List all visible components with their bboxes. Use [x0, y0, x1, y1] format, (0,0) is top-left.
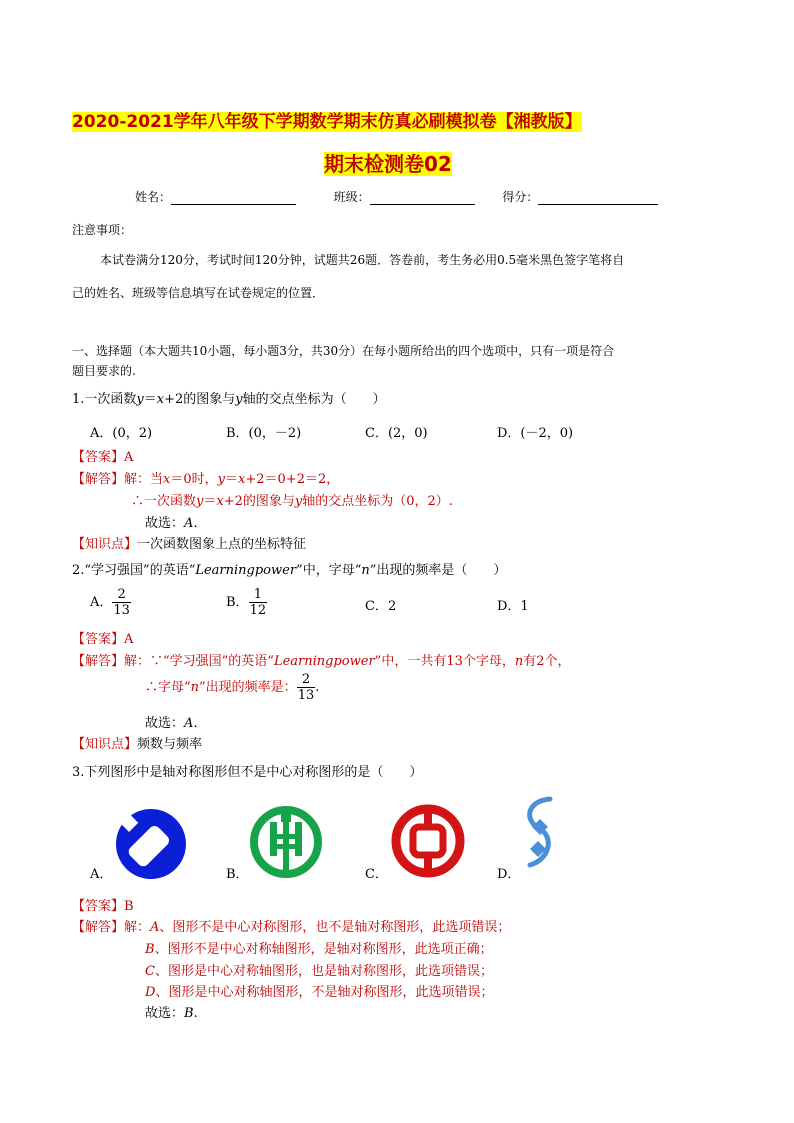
q2-option-d: D．1 [497, 599, 529, 614]
q3-solution-c: C、图形是中心对称轴图形，也是轴对称图形，此选项错误； [145, 964, 493, 979]
q2-knowledge: 【知识点】频数与频率 [72, 737, 203, 752]
bank-logo-d-icon [518, 793, 562, 875]
notice-line-2: 己的姓名、班级等信息填写在试卷规定的位置． [72, 286, 325, 300]
q2-option-b: B． $\frac{1}{12}$ [226, 587, 267, 618]
q2-stem: 2.“学习强国”的英语“Learningpower”中，字母“n”出现的频率是（ ） [72, 563, 507, 578]
q3-solution-b: B、图形不是中心对称轴图形，是轴对称图形，此选项正确； [145, 942, 493, 957]
q1-option-d: D．(－2，0) [497, 426, 574, 441]
q3-solution-end: 故选：B. [145, 1006, 198, 1021]
q1-answer: 【答案】A [72, 450, 134, 465]
q3-option-a: A． [90, 867, 113, 882]
q1-option-c: C．(2，0) [365, 426, 428, 441]
q3-stem: 3.下列图形中是轴对称图形但不是中心对称图形的是（ ） [72, 765, 423, 780]
exam-title: 2020-2021学年八年级下学期数学期末仿真必刷模拟卷【湘教版】 [72, 112, 582, 132]
q1-option-a: A．(0，2) [90, 426, 153, 441]
q1-knowledge: 【知识点】一次函数图象上点的坐标特征 [72, 537, 307, 552]
q3-option-c: C． [365, 867, 388, 882]
q1-solution-1: 【解答】解：当x＝0时，y＝x+2＝0+2＝2， [72, 472, 340, 487]
q1-stem: 1.一次函数y＝x+2的图象与y轴的交点坐标为（ ） [72, 392, 386, 407]
section-heading-2: 题目要求的. [72, 364, 136, 378]
bank-logo-b-icon [248, 804, 324, 880]
info-line [135, 188, 658, 205]
q2-answer: 【答案】A [72, 632, 134, 647]
bank-logo-c-icon [390, 803, 466, 879]
score-blank [538, 190, 658, 205]
q3-solution-d: D、图形是中心对称轴图形，不是轴对称图形，此选项错误； [145, 985, 494, 1000]
q2-solution-1: 【解答】解：∵“学习强国”的英语“Learningpower”中，一共有13个字母，n有2个， [72, 654, 571, 669]
score-label: 得分： [502, 190, 539, 204]
q3-option-b: B． [226, 867, 249, 882]
bank-logo-a-icon [113, 806, 189, 882]
q1-solution-3: 故选：A. [145, 516, 198, 531]
class-blank [370, 190, 475, 205]
q2-solution-2: ∴字母“n”出现的频率是： $\frac{2}{13}$ . [145, 672, 320, 703]
name-label: 姓名： [135, 190, 172, 204]
q3-option-d: D． [497, 867, 521, 882]
q2-solution-3: 故选：A. [145, 716, 198, 731]
q3-solution-a: 【解答】解：A、图形不是中心对称图形，也不是轴对称图形，此选项错误； [72, 920, 511, 935]
q2-option-c: C．2 [365, 599, 397, 614]
q1-option-b: B．(0，－2) [226, 426, 302, 441]
notice-line-1: 本试卷满分120分，考试时间120分钟，试题共26题．答卷前，考生务必用0.5毫米黑色签字笔将自 [100, 253, 625, 267]
q2-option-a: A． $\frac{2}{13}$ [90, 587, 130, 618]
name-blank [171, 190, 296, 205]
q3-answer: 【答案】B [72, 899, 134, 914]
notice-heading: 注意事项： [72, 223, 133, 237]
q1-solution-2: ∴一次函数y＝x+2的图象与y轴的交点坐标为（0，2）. [131, 494, 453, 509]
class-label: 班级： [333, 190, 370, 204]
section-heading-1: 一、选择题（本大题共10小题，每小题3分，共30分）在每小题所给出的四个选项中，只有一项是符合 [72, 344, 615, 358]
exam-subtitle: 期末检测卷02 [324, 152, 452, 176]
